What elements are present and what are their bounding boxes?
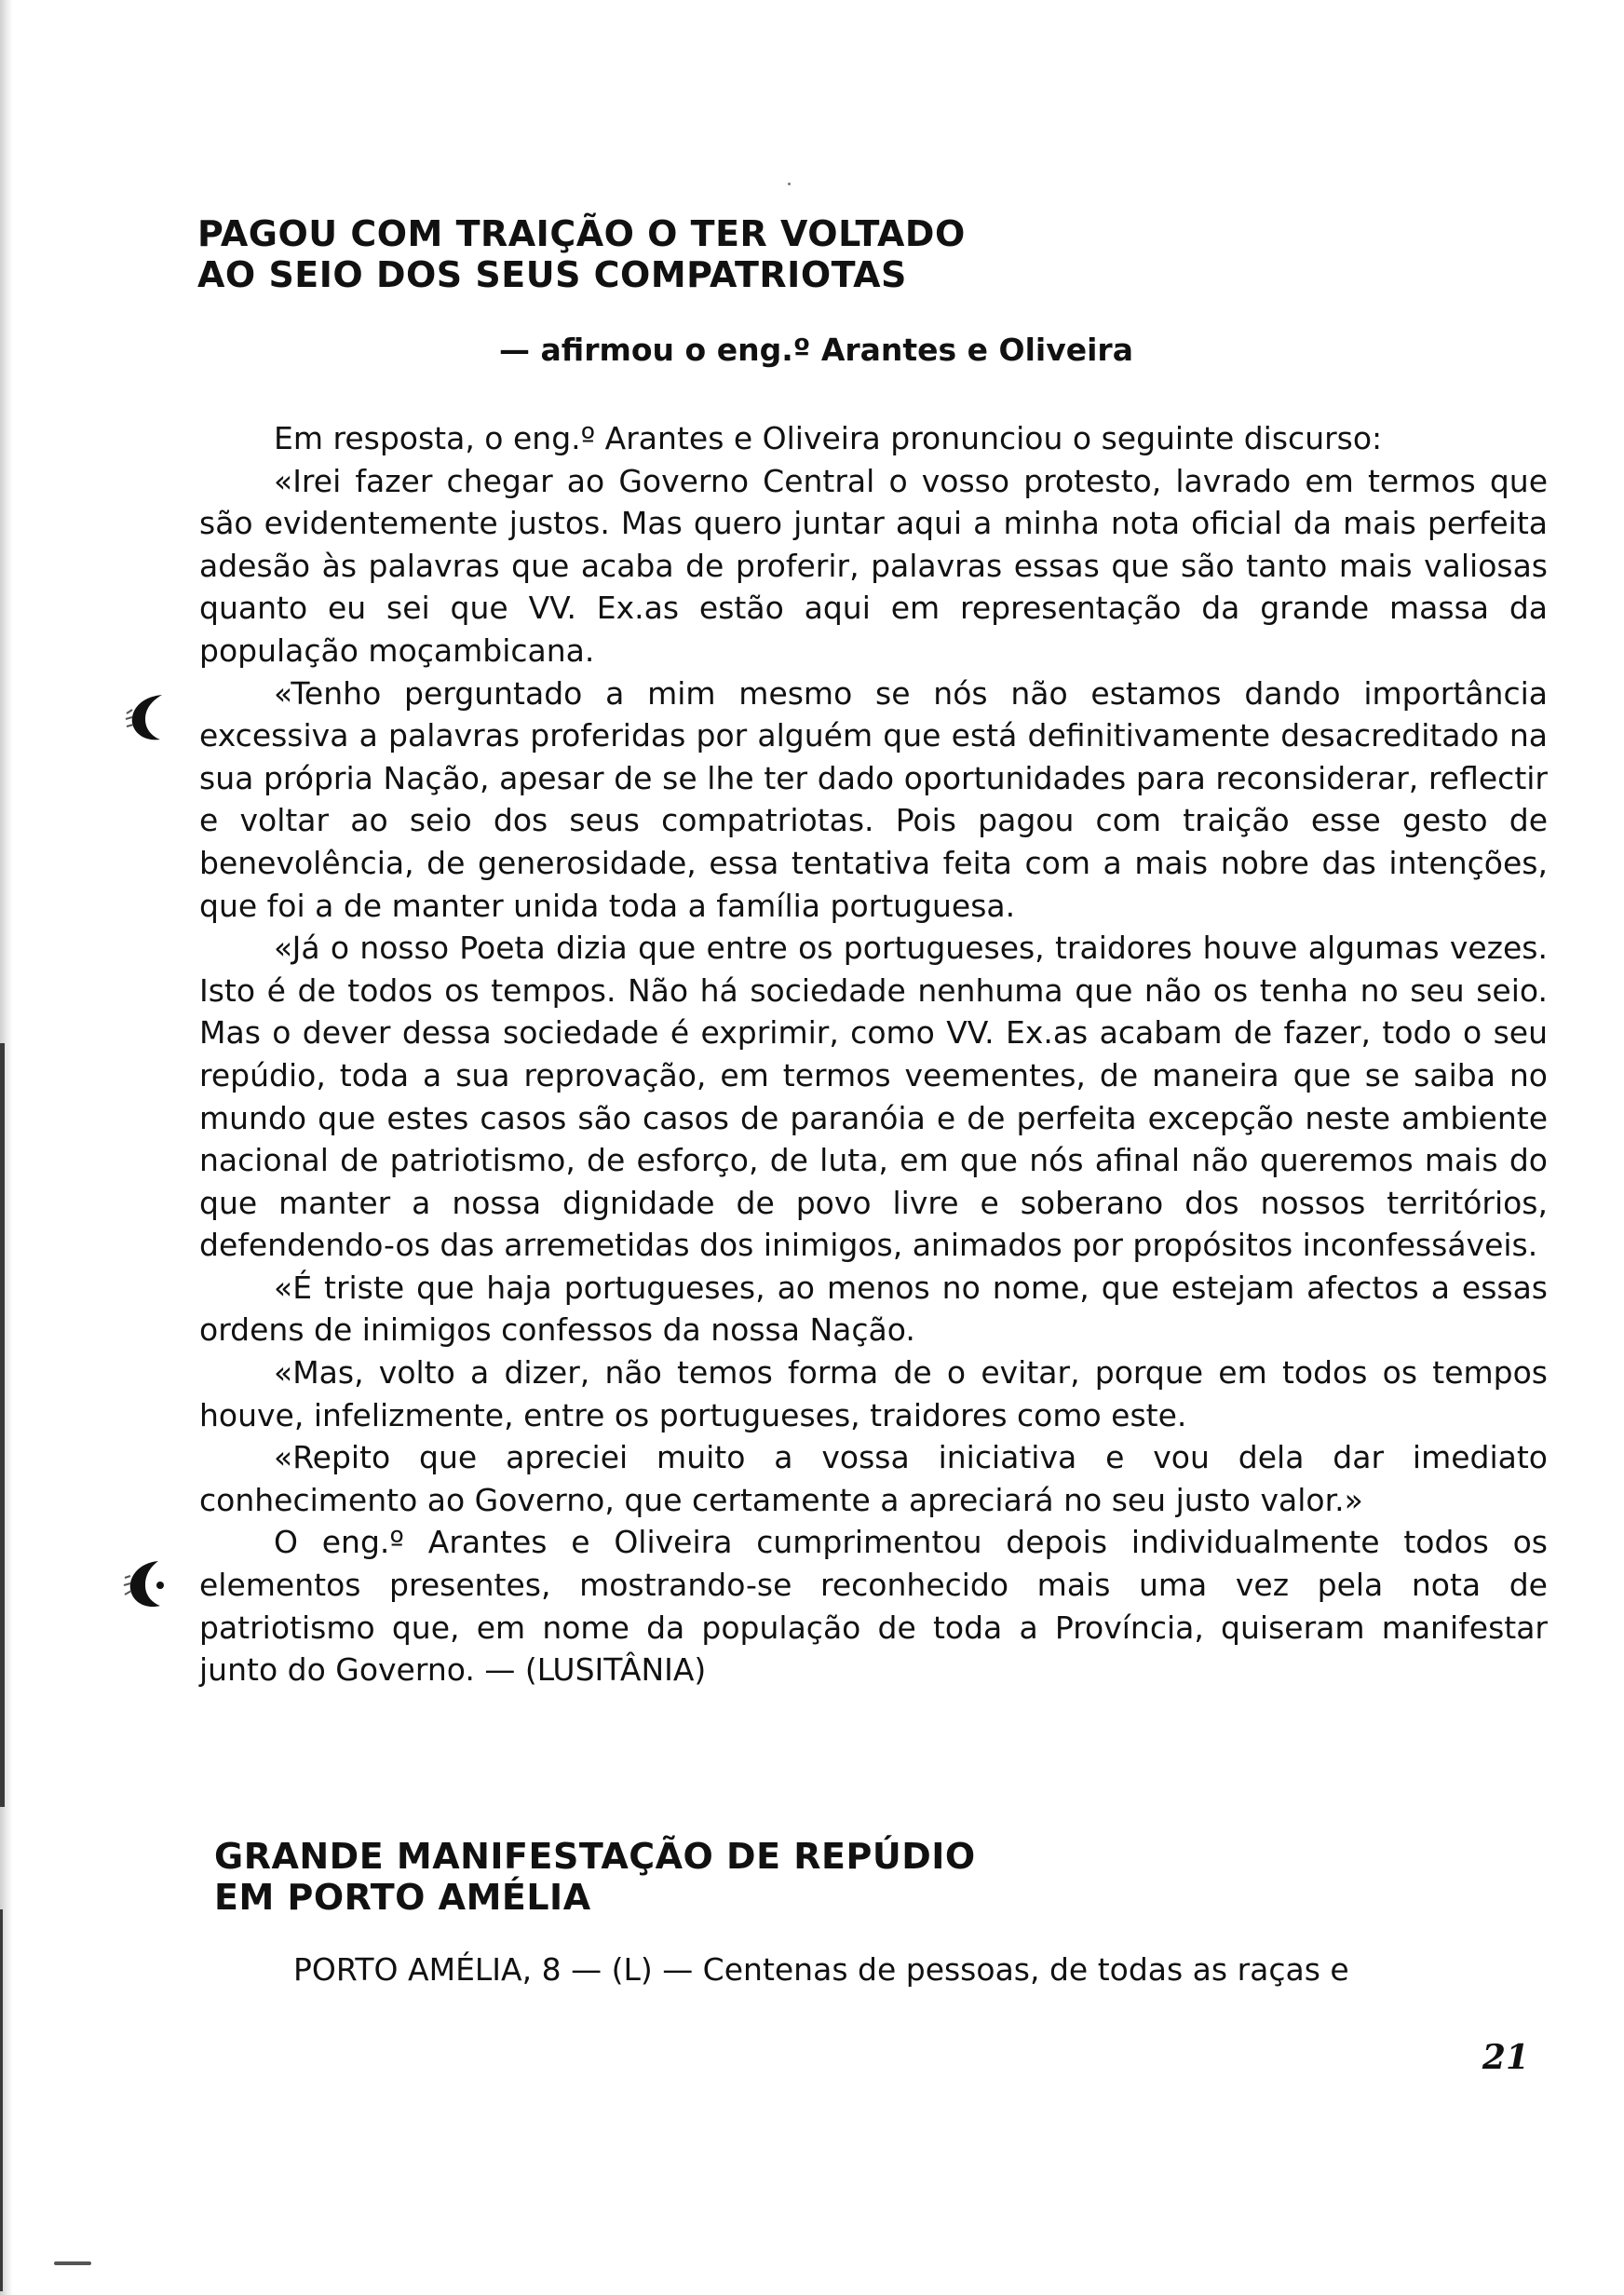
paragraph: «Mas, volto a dizer, não temos forma de o evitar, porque em todos os tempos houve, infelizmente, entre os portugueses, traidores como este.	[199, 1354, 1548, 1433]
paragraph: Em resposta, o eng.º Arantes e Oliveira pronunciou o seguinte discurso:	[274, 420, 1383, 456]
article-1-headline-line-2: AO SEIO DOS SEUS COMPATRIOTAS	[197, 254, 907, 295]
scan-speck	[788, 183, 791, 185]
scan-edge-mark	[0, 1043, 5, 1807]
binder-hole-mark-icon	[123, 1557, 171, 1611]
paragraph: O eng.º Arantes e Oliveira cumprimentou depois individualmente todos os elementos presentes, mostrando-se reconhecido mais uma vez pela nota de patriotismo que, em nome da população de toda a Província, quiseram manifestar junto do Governo. — (LUSITÂNIA)	[199, 1524, 1548, 1689]
article-1-byline: — afirmou o eng.º Arantes e Oliveira	[499, 332, 1133, 368]
binder-hole-mark-icon	[125, 691, 173, 745]
paragraph: «É triste que haja portugueses, ao menos no nome, que estejam afectos a essas ordens de inimigos confessos da nossa Nação.	[199, 1269, 1548, 1349]
paragraph: PORTO AMÉLIA, 8 — (L) — Centenas de pessoas, de todas as raças e	[293, 1951, 1349, 1988]
page-number: 21	[1482, 2038, 1529, 2077]
paragraph: «Tenho perguntado a mim mesmo se nós não estamos dando importância excessiva a palavras proferidas por alguém que está definitivamente desacreditado na sua própria Nação, apesar de se lhe ter dado oportunidades para reconsiderar, reflectir e voltar ao seio dos seus compatriotas. Pois pagou com traição esse gesto de benevolência, de generosidade, essa tentativa feita com a mais nobre das intenções, que foi a de manter unida toda a família portuguesa.	[199, 674, 1548, 924]
article-1-headline-line-1: PAGOU COM TRAIÇÃO O TER VOLTADO	[197, 213, 966, 254]
paragraph: «Irei fazer chegar ao Governo Central o vosso protesto, lavrado em termos que são evidentemente justos. Mas quero juntar aqui a minha nota oficial da mais perfeita adesão às palavras que acaba de proferir, palavras essas que são tanto mais valiosas quanto eu sei que VV. Ex.as estão aqui em representação da grande massa da população moçambicana.	[199, 462, 1548, 669]
article-2-body	[214, 1949, 1548, 1991]
scan-edge-mark	[0, 1909, 3, 2291]
scan-speck	[54, 2261, 91, 2265]
article-2-headline-line-1: GRANDE MANIFESTAÇÃO DE REPÚDIO	[214, 1836, 976, 1877]
paragraph: «Já o nosso Poeta dizia que entre os portugueses, traidores houve algumas vezes. Isto é de todos os tempos. Não há sociedade nenhuma que não os tenha no seu seio. Mas o dever dessa sociedade é exprimir, como VV. Ex.as acabam de fazer, todo o seu repúdio, toda a sua reprovação, em termos veementes, de maneira que se saiba no mundo que estes casos são casos de paranóia e de perfeita excepção neste ambiente nacional de patriotismo, de esforço, de luta, em que nós afinal não queremos mais do que manter a nossa dignidade de povo livre e soberano dos nossos territórios, defendendo-os das arremetidas dos inimigos, animados por propósitos inconfessáveis.	[199, 930, 1548, 1264]
paragraph: «Repito que apreciei muito a vossa iniciativa e vou dela dar imediato conhecimento ao Governo, que certamente a apreciará no seu justo valor.»	[199, 1439, 1548, 1518]
article-1-body	[199, 417, 1548, 1691]
article-2-headline-line-2: EM PORTO AMÉLIA	[214, 1877, 591, 1918]
